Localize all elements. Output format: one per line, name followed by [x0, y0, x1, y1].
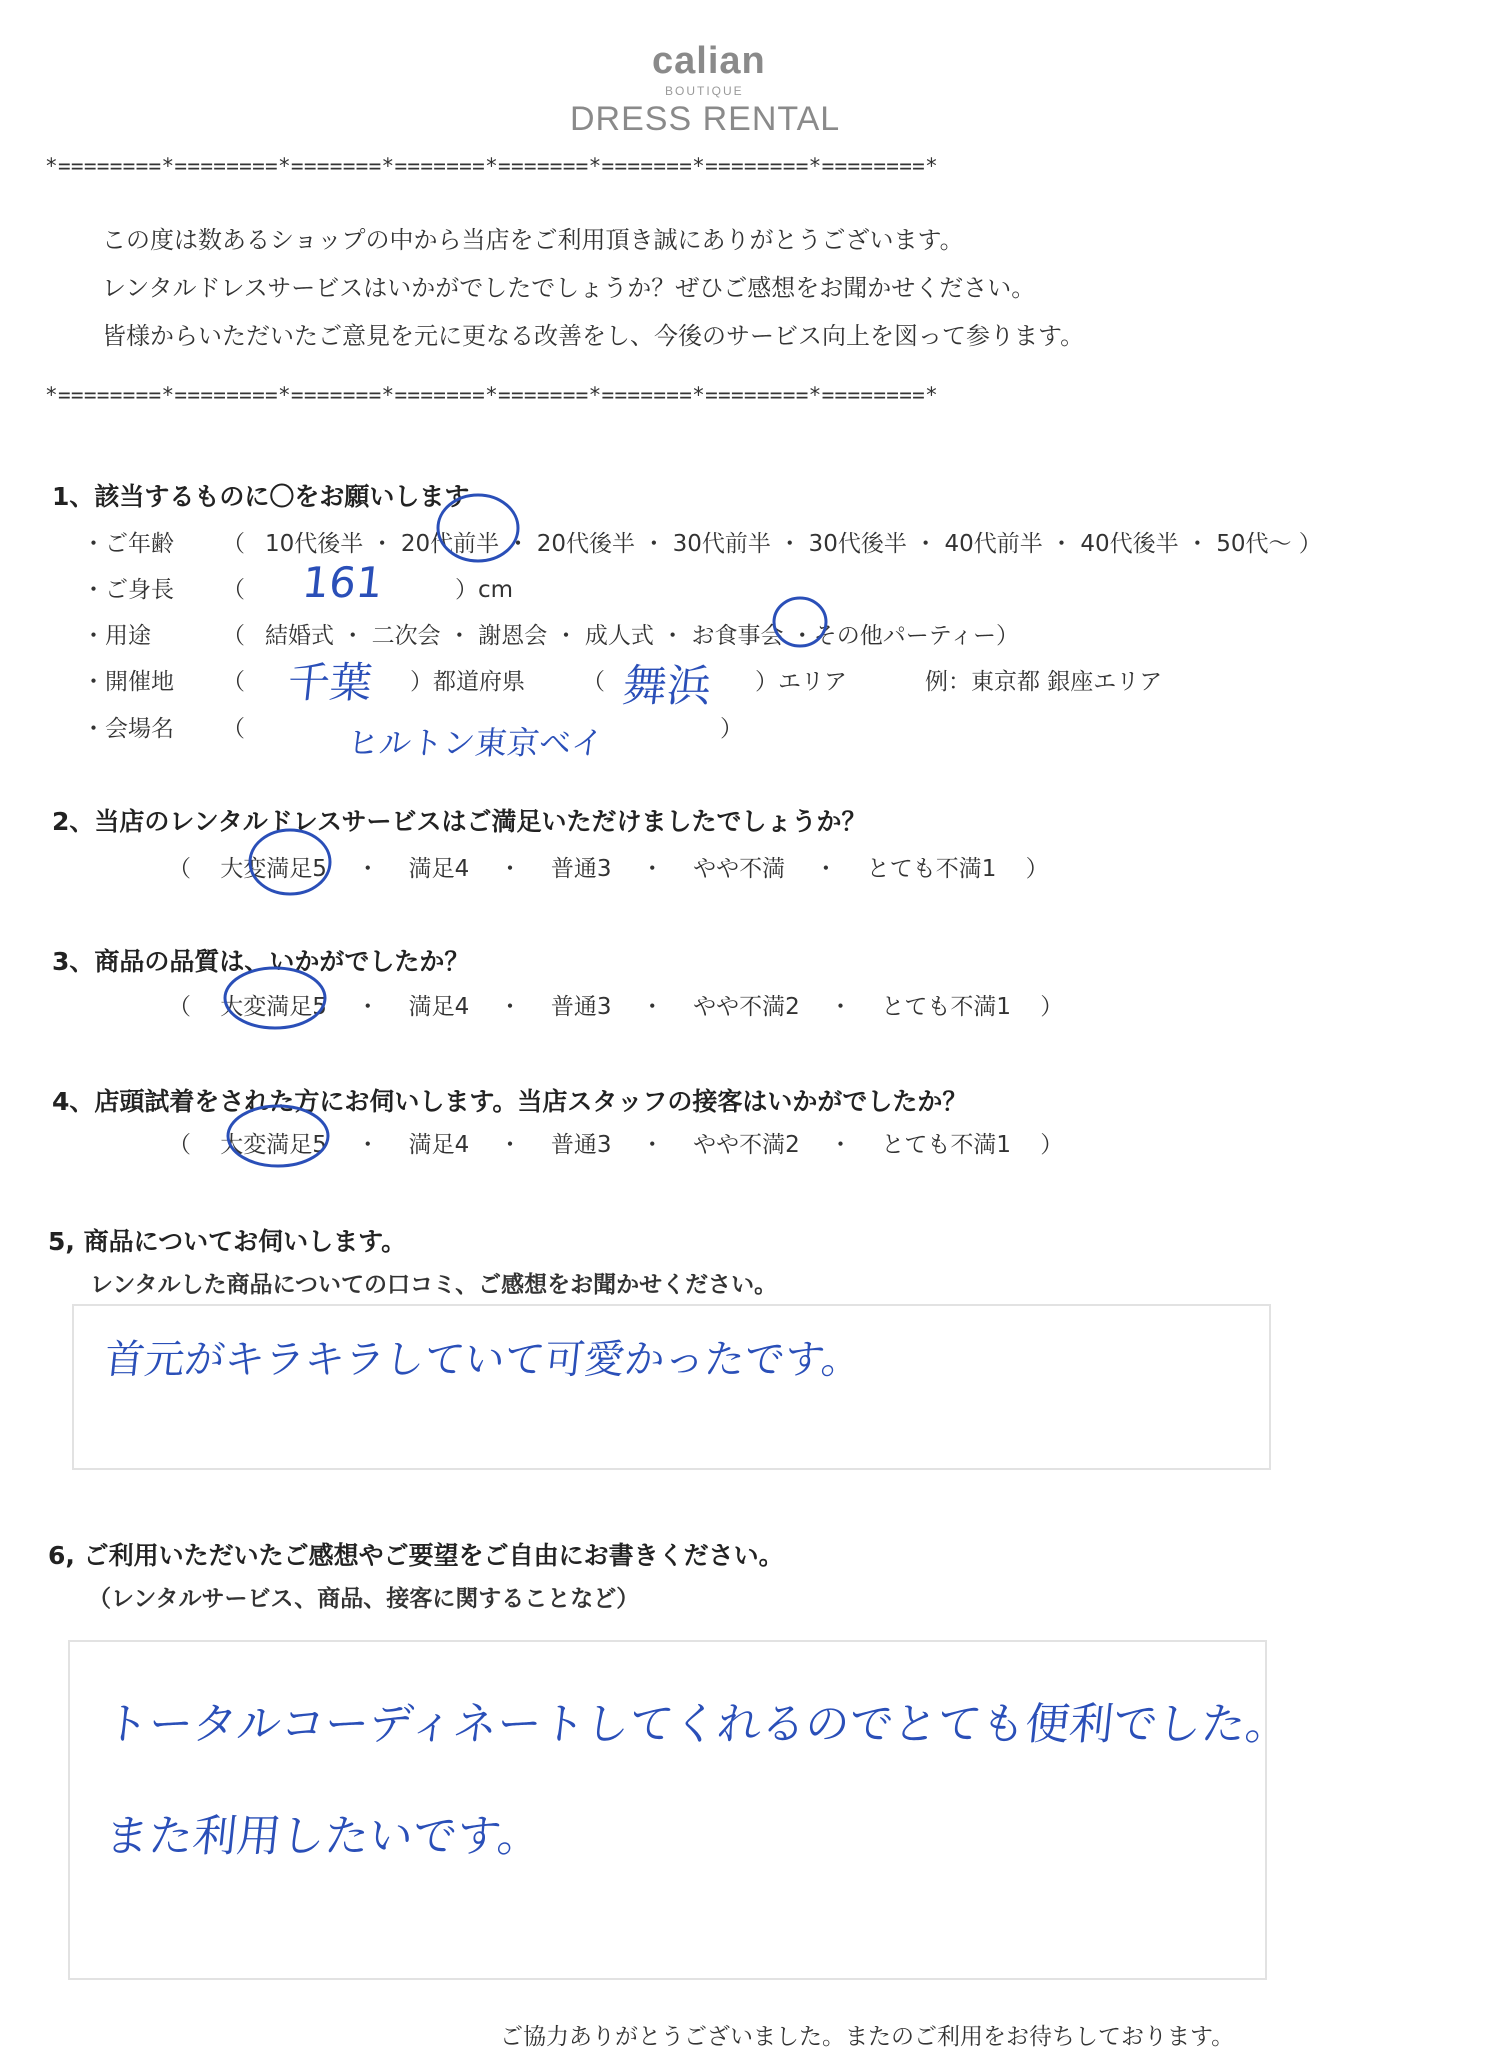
- brand-logo-text: calian: [652, 40, 766, 82]
- page-title: DRESS RENTAL: [570, 100, 841, 138]
- q2-title: 2、当店のレンタルドレスサービスはご満足いただけましたでしょうか？: [52, 807, 867, 836]
- q4-title: 4、店頭試着をされた方にお伺いします。当店スタッフの接客はいかがでしたか？: [52, 1087, 968, 1116]
- q4-options: （ 大変満足5 ・ 満足4 ・ 普通3 ・ やや不満2 ・ とても不満1 ）: [168, 1132, 1064, 1158]
- height-label: ・ご身長: [82, 577, 174, 603]
- top-divider: *========*========*=======*=======*=======*=======*========*========*: [45, 154, 939, 178]
- q2-options: （ 大変満足5 ・ 満足4 ・ 普通3 ・ やや不満 ・ とても不満1 ）: [168, 856, 1049, 882]
- age-open-paren: （: [222, 531, 245, 557]
- area-suffix: ）エリア: [755, 669, 847, 695]
- q5-answer-text: 首元がキラキラしていて可愛かったです。: [102, 1337, 864, 1383]
- location-open-paren: （: [222, 669, 245, 695]
- age-options: 10代後半 ・ 20代前半 ・ 20代後半 ・ 30代前半 ・ 30代後半 ・ 40代前半 ・ 40代後半 ・ 50代〜 ）: [265, 531, 1322, 557]
- venue-open-paren: （: [222, 716, 245, 742]
- prefecture-suffix: ）都道府県: [410, 669, 525, 695]
- height-open-paren: （: [222, 577, 245, 603]
- brand-subtitle: BOUTIQUE: [665, 84, 744, 98]
- bottom-divider: *========*========*=======*=======*=======*=======*========*========*: [45, 383, 939, 407]
- purpose-open-paren: （: [222, 623, 245, 649]
- area-open-paren: （: [582, 669, 605, 695]
- age-label: ・ご年齢: [82, 531, 174, 557]
- area-value: 舞浜: [620, 661, 714, 712]
- q1-title: 1、該当するものに〇をお願いします: [52, 482, 470, 511]
- location-example: 例：東京都 銀座エリア: [925, 669, 1163, 695]
- venue-value: ヒルトン東京ベイ: [345, 724, 606, 762]
- venue-label: ・会場名: [82, 716, 174, 742]
- purpose-options: 結婚式 ・ 二次会 ・ 謝恩会 ・ 成人式 ・ お食事会 ・その他パーティー）: [265, 623, 1019, 649]
- q5-subtitle: レンタルした商品についての口コミ、ご感想をお聞かせください。: [90, 1272, 778, 1298]
- venue-close-paren: ）: [720, 716, 743, 742]
- purpose-label: ・用途: [82, 623, 151, 649]
- intro-line-2: レンタルドレスサービスはいかがでしたでしょうか？ぜひご感想をお聞かせください。: [102, 274, 1036, 302]
- q6-title: 6, ご利用いただいたご感想やご要望をご自由にお書きください。: [48, 1541, 784, 1570]
- intro-line-1: この度は数あるショップの中から当店をご利用頂き誠にありがとうございます。: [102, 226, 964, 254]
- location-label: ・開催地: [82, 669, 174, 695]
- q6-answer-line-1: トータルコーディネートしてくれるのでとても便利でした。: [102, 1699, 1293, 1750]
- height-unit: ）cm: [455, 577, 514, 603]
- prefecture-value: 千葉: [285, 658, 375, 707]
- height-value: 161: [300, 558, 386, 607]
- q3-options: （ 大変満足5 ・ 満足4 ・ 普通3 ・ やや不満2 ・ とても不満1 ）: [168, 994, 1064, 1020]
- footer-thanks: ご協力ありがとうございました。またのご利用をお待ちしております。: [500, 2024, 1235, 2050]
- q6-answer-line-2: また利用したいです。: [102, 1811, 545, 1862]
- q3-title: 3、商品の品質は、いかがでしたか？: [52, 947, 470, 976]
- q5-title: 5, 商品についてお伺いします。: [48, 1227, 407, 1256]
- q6-subtitle: （レンタルサービス、商品、接客に関することなど）: [88, 1586, 640, 1612]
- intro-line-3: 皆様からいただいたご意見を元に更なる改善をし、今後のサービス向上を図って参ります。: [102, 322, 1085, 350]
